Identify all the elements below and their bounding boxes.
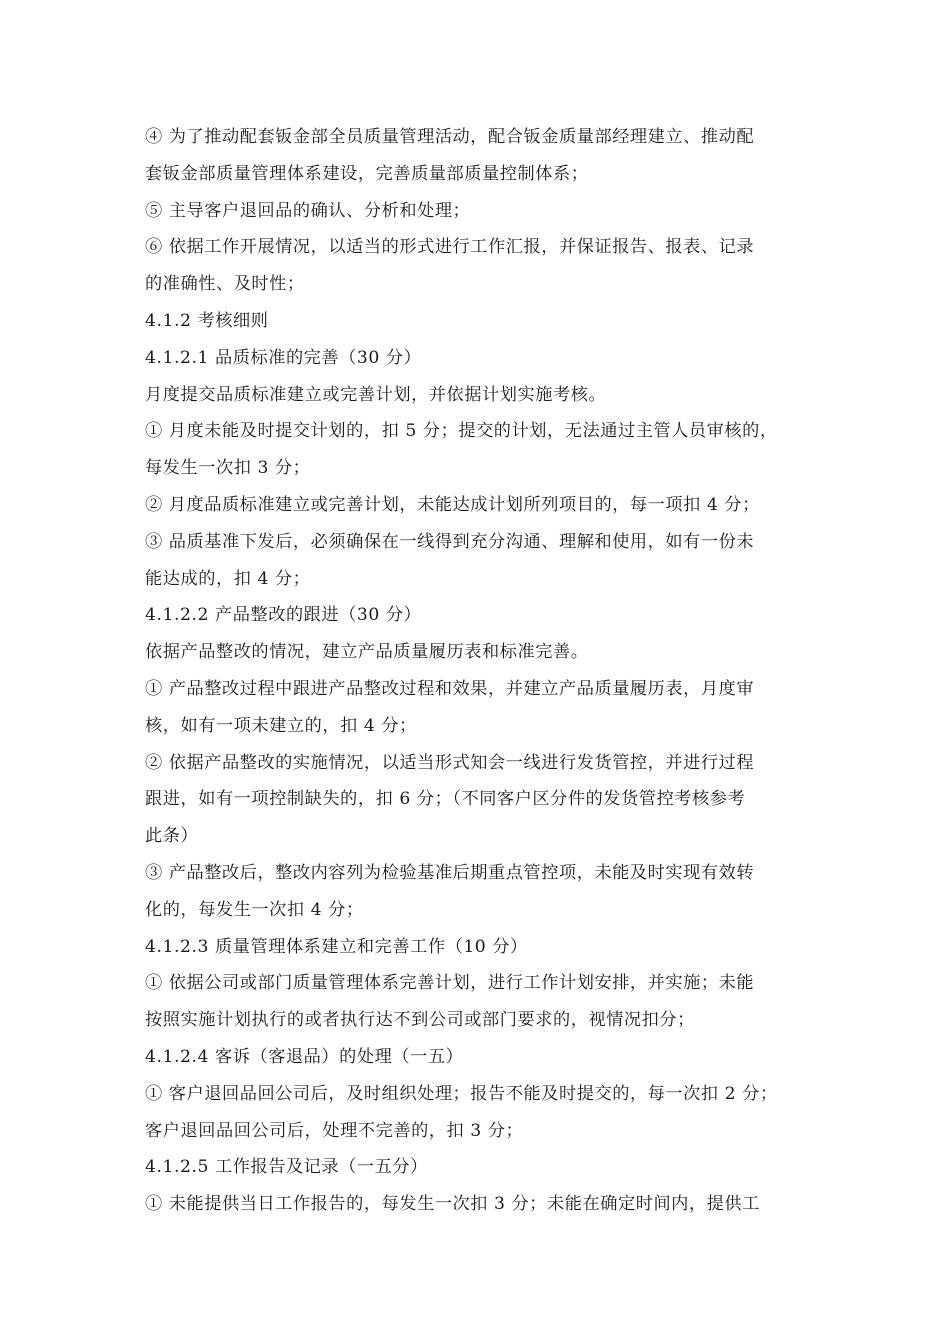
text-line: 依据产品整改的情况，建立产品质量履历表和标准完善。 bbox=[145, 642, 589, 663]
text-line: 每发生一次扣 3 分； bbox=[145, 458, 311, 479]
text-line: 此条） bbox=[145, 826, 199, 847]
text-line: ① 客户退回品回公司后，及时组织处理；报告不能及时提交的，每一次扣 2 分； bbox=[145, 1083, 778, 1104]
subsection-heading: 4.1.2.3 质量管理体系建立和完善工作（10 分） bbox=[145, 936, 528, 957]
text-line: ① 月度未能及时提交计划的，扣 5 分；提交的计划，无法通过主管人员审核的， bbox=[145, 421, 778, 442]
text-line: ⑥ 依据工作开展情况，以适当的形式进行工作汇报，并保证报告、报表、记录 bbox=[145, 237, 755, 258]
text-line: 月度提交品质标准建立或完善计划，并依据计划实施考核。 bbox=[145, 384, 607, 405]
text-line: ① 依据公司或部门质量管理体系完善计划，进行工作计划安排，并实施；未能 bbox=[145, 973, 755, 994]
text-line: 客户退回品回公司后，处理不完善的，扣 3 分； bbox=[145, 1120, 524, 1141]
text-line: ② 依据产品整改的实施情况，以适当形式知会一线进行发货管控，并进行过程 bbox=[145, 752, 755, 773]
subsection-heading: 4.1.2.2 产品整改的跟进（30 分） bbox=[145, 605, 422, 626]
text-line: 跟进，如有一项控制缺失的，扣 6 分；（不同客户区分件的发货管控考核参考 bbox=[145, 789, 746, 810]
subsection-heading: 4.1.2.1 品质标准的完善（30 分） bbox=[145, 347, 422, 368]
text-line: 套钣金部质量管理体系建设，完善质量部质量控制体系； bbox=[145, 163, 589, 184]
text-line: ③ 品质基准下发后，必须确保在一线得到充分沟通、理解和使用，如有一份未 bbox=[145, 531, 755, 552]
text-line: 核，如有一项未建立的，扣 4 分； bbox=[145, 715, 417, 736]
document-body bbox=[145, 119, 820, 1223]
subsection-heading: 4.1.2.4 客诉（客退品）的处理（一五） bbox=[145, 1046, 464, 1067]
text-line: 的准确性、及时性； bbox=[145, 274, 305, 295]
text-line: 化的，每发生一次扣 4 分； bbox=[145, 899, 364, 920]
text-line: ② 月度品质标准建立或完善计划，未能达成计划所列项目的，每一项扣 4 分； bbox=[145, 494, 760, 515]
subsection-heading: 4.1.2.5 工作报告及记录（一五分） bbox=[145, 1157, 428, 1178]
section-heading: 4.1.2 考核细则 bbox=[145, 310, 269, 331]
text-line: ① 产品整改过程中跟进产品整改过程和效果，并建立产品质量履历表，月度审 bbox=[145, 678, 755, 699]
text-line: 按照实施计划执行的或者执行达不到公司或部门要求的，视情况扣分； bbox=[145, 1010, 695, 1031]
text-line: ③ 产品整改后，整改内容列为检验基准后期重点管控项，未能及时实现有效转 bbox=[145, 862, 755, 883]
text-line: 能达成的，扣 4 分； bbox=[145, 568, 311, 589]
text-line: ⑤ 主导客户退回品的确认、分析和处理； bbox=[145, 200, 471, 221]
text-line: ① 未能提供当日工作报告的，每发生一次扣 3 分；未能在确定时间内，提供工 bbox=[145, 1194, 760, 1215]
text-line: ④ 为了推动配套钣金部全员质量管理活动，配合钣金质量部经理建立、推动配 bbox=[145, 127, 755, 147]
